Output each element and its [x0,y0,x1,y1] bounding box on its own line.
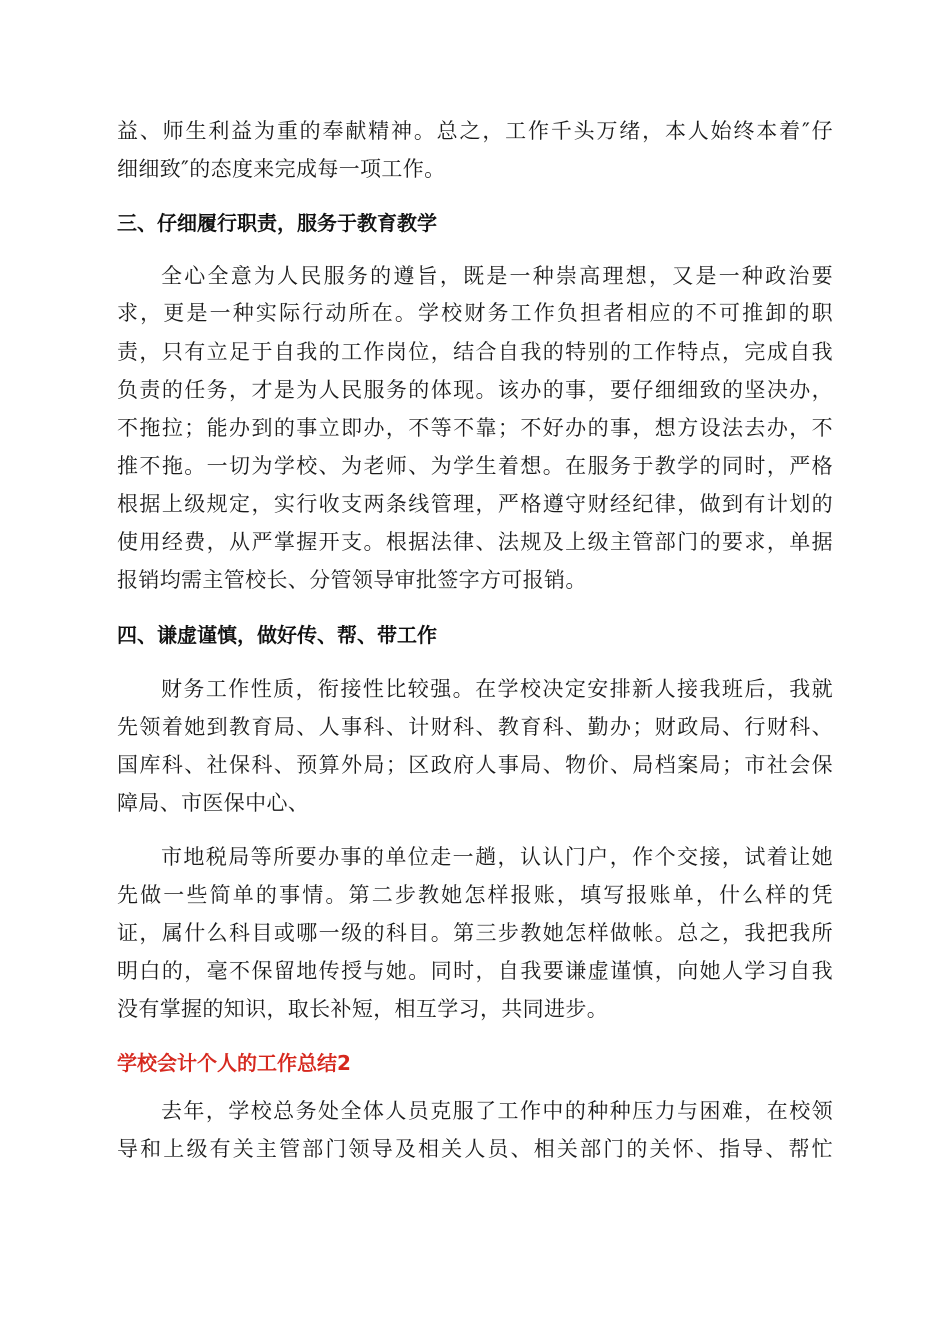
section-4-heading: 四、谦虚谨慎，做好传、帮、带工作 [117,623,437,647]
section-4-p1-line-1: 财务工作性质，衔接性比较强。在学校决定安排新人接我班后，我就 [161,677,833,701]
section-3-line-9: 报销均需主管校长、分管领导审批签字方可报销。 [117,568,587,592]
section-4-p2-line-5: 没有掌握的知识，取长补短，相互学习，共同进步。 [117,997,609,1021]
section-4-p1-line-3: 国库科、社保科、预算外局；区政府人事局、物价、局档案局；市社会保 [117,753,833,777]
summary-2-heading: 学校会计个人的工作总结2 [117,1051,351,1075]
section-3-line-2: 求，更是一种实际行动所在。学校财务工作负担者相应的不可推卸的职 [117,301,833,325]
intro-line-1: 益、师生利益为重的奉献精神。总之，工作千头万绪，本人始终本着″仔 [117,119,833,143]
section-4-p1-line-4: 障局、市医保中心、 [117,791,310,815]
section-3-line-5: 不拖拉；能办到的事立即办，不等不靠；不好办的事，想方设法去办，不 [117,416,833,440]
section-3-line-1: 全心全意为人民服务的遵旨，既是一种崇高理想，又是一种政治要 [161,264,833,288]
section-3-heading: 三、仔细履行职责，服务于教育教学 [117,211,437,235]
intro-line-2: 细细致″的态度来完成每一项工作。 [117,157,446,181]
section-4-p2-line-4: 明白的，毫不保留地传授与她。同时，自我要谦虚谨慎，向她人学习自我 [117,959,833,983]
section-3-line-7: 根据上级规定，实行收支两条线管理，严格遵守财经纪律，做到有计划的 [117,492,833,516]
section-4-p1-line-2: 先领着她到教育局、人事科、计财科、教育科、勤办；财政局、行财科、 [117,715,833,739]
section-4-p2-line-1: 市地税局等所要办事的单位走一趟，认认门户，作个交接，试着让她 [161,845,833,869]
section-3-line-4: 负责的任务，才是为人民服务的体现。该办的事，要仔细细致的坚决办， [117,378,833,402]
summary-2-line-1: 去年，学校总务处全体人员克服了工作中的种种压力与困难，在校领 [161,1099,833,1123]
section-3-line-8: 使用经费，从严掌握开支。根据法律、法规及上级主管部门的要求，单据 [117,530,833,554]
summary-2-line-2: 导和上级有关主管部门领导及相关人员、相关部门的关怀、指导、帮忙 [117,1137,833,1161]
section-3-line-6: 推不拖。一切为学校、为老师、为学生着想。在服务于教学的同时，严格 [117,454,833,478]
section-4-p2-line-3: 证，属什么科目或哪一级的科目。第三步教她怎样做帐。总之，我把我所 [117,921,833,945]
section-3-line-3: 责，只有立足于自我的工作岗位，结合自我的特别的工作特点，完成自我 [117,340,833,364]
section-4-p2-line-2: 先做一些简单的事情。第二步教她怎样报账，填写报账单，什么样的凭 [117,883,833,907]
